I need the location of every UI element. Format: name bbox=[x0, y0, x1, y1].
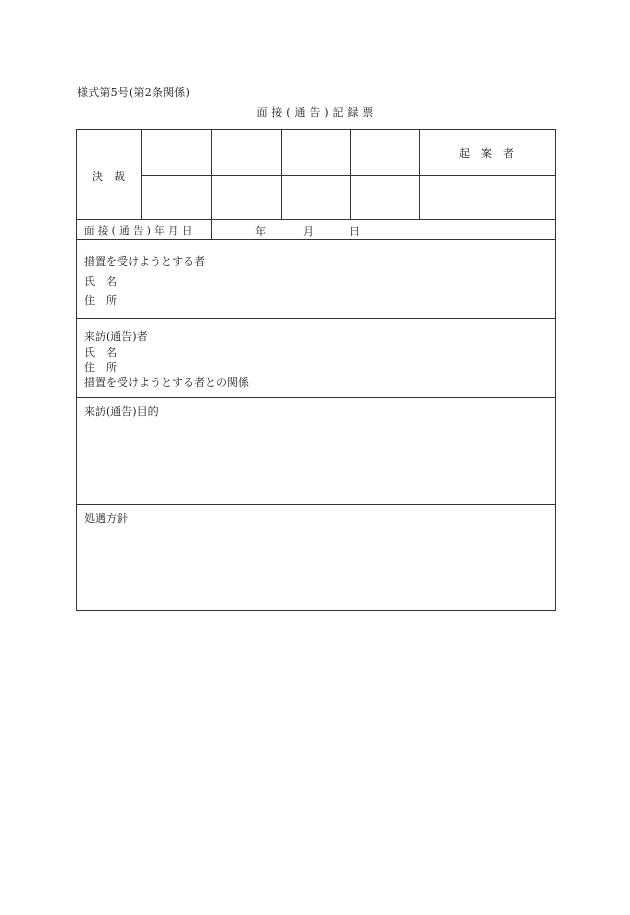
visit-purpose-heading: 来訪(通告)目的 bbox=[84, 405, 159, 418]
divider bbox=[77, 318, 555, 319]
form-title: 面 接 ( 通 告 ) 記 録 票 bbox=[256, 106, 374, 119]
visitor-heading: 来訪(通告)者 bbox=[84, 330, 148, 343]
month-label: 月 bbox=[303, 225, 314, 238]
divider bbox=[141, 175, 555, 176]
day-label: 日 bbox=[349, 225, 360, 238]
visitor-relation-label: 措置を受けようとする者との関係 bbox=[84, 376, 249, 389]
record-form-table bbox=[76, 129, 556, 611]
subject-heading: 措置を受けようとする者 bbox=[84, 255, 205, 268]
form-number-label: 様式第5号(第2条関係) bbox=[77, 86, 190, 99]
divider bbox=[77, 504, 555, 505]
divider bbox=[77, 239, 555, 240]
subject-address-label: 住 所 bbox=[84, 294, 117, 307]
divider bbox=[211, 219, 212, 239]
visitor-name-label: 氏 名 bbox=[84, 346, 117, 359]
divider bbox=[77, 397, 555, 398]
kian-sha-label: 起 案 者 bbox=[459, 147, 514, 160]
divider bbox=[77, 219, 555, 220]
subject-name-label: 氏 名 bbox=[84, 275, 117, 288]
treatment-policy-heading: 処遇方針 bbox=[84, 512, 128, 525]
visitor-address-label: 住 所 bbox=[84, 361, 117, 374]
kessai-label: 決 裁 bbox=[92, 170, 125, 183]
interview-date-label: 面 接 ( 通 告 ) 年 月 日 bbox=[84, 225, 193, 237]
year-label: 年 bbox=[255, 225, 266, 238]
